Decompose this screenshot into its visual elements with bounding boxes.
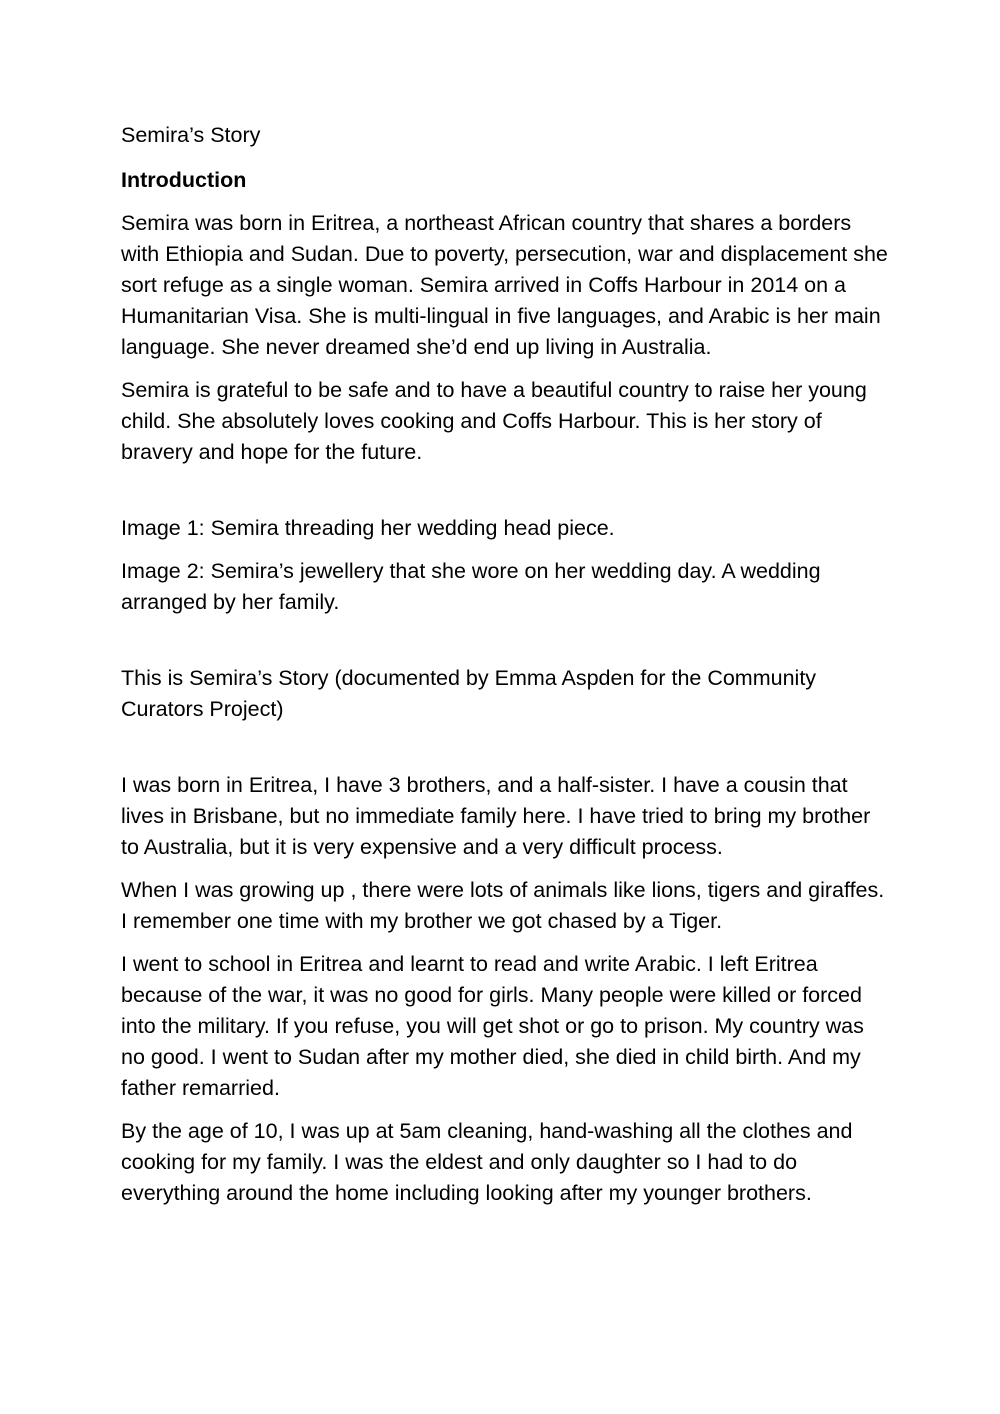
story-paragraph: I was born in Eritrea, I have 3 brothers, and a half-sister. I have a cousin that lives in Brisbane, but no immediate family here. I have tried to bring my brother to Australia, but it is very expensive and a very difficult process. (121, 773, 871, 859)
document-title: Semira’s Story (121, 123, 261, 147)
story-paragraph: I went to school in Eritrea and learnt to read and write Arabic. I left Eritrea because of the war, it was no good for girls. Many people were killed or forced into the military. If you refuse, you will get shot or go to prison. My country was no good. I went to Sudan after my mother died, she died in child birth. And my father remarried. (121, 952, 864, 1100)
attribution-paragraph: This is Semira’s Story (documented by Emma Aspden for the Community Curators Project) (121, 666, 817, 721)
intro-paragraph: Semira is grateful to be safe and to have a beautiful country to raise her young child. She absolutely loves cooking and Coffs Harbour. This is her story of bravery and hope for the future. (121, 378, 867, 464)
document-page (121, 120, 891, 1221)
intro-paragraph: Semira was born in Eritrea, a northeast African country that shares a borders with Ethiopia and Sudan. Due to poverty, persecution, war and displacement she sort refuge as a single woman. Semira arrived in Coffs Harbour in 2014 on a Humanitarian Visa. She is multi-lingual in five languages, and Arabic is her main language. She never dreamed she’d end up living in Australia. (121, 211, 888, 359)
story-paragraph: By the age of 10, I was up at 5am cleaning, hand-washing all the clothes and cooking for my family. I was the eldest and only daughter so I had to do everything around the home including looking after my younger brothers. (121, 1119, 853, 1205)
intro-heading: Introduction (121, 168, 247, 192)
image-caption: Image 2: Semira’s jewellery that she wore on her wedding day. A wedding arranged by her family. (121, 559, 821, 614)
image-caption: Image 1: Semira threading her wedding head piece. (121, 516, 615, 540)
story-paragraph: When I was growing up , there were lots of animals like lions, tigers and giraffes. I remember one time with my brother we got chased by a Tiger. (121, 878, 885, 933)
